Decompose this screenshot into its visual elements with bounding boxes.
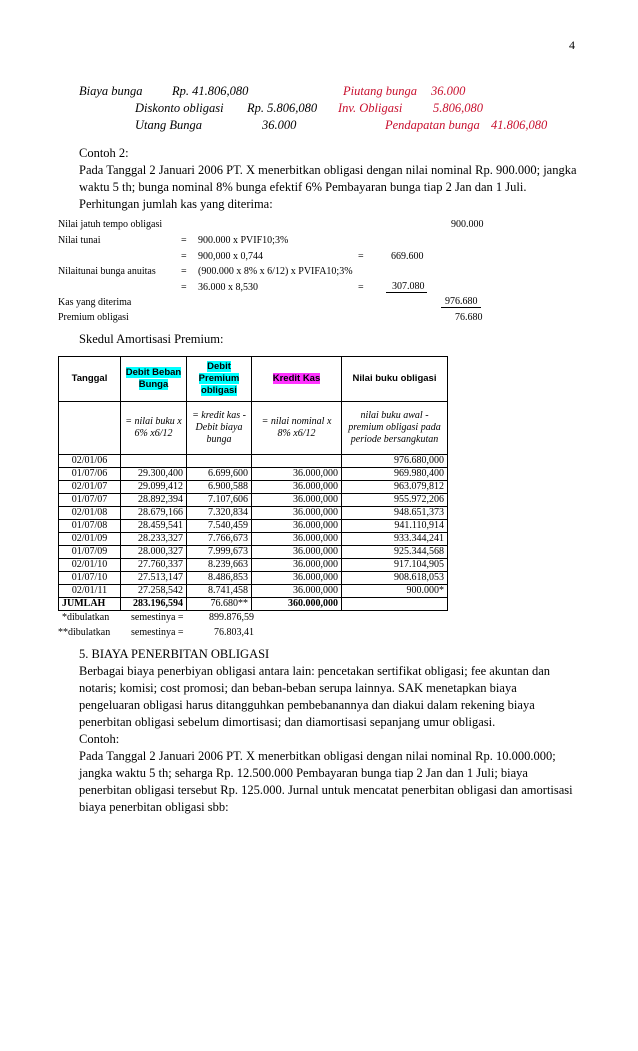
value-cell: 27.760,337 [121, 559, 187, 572]
footnote-value: 76.803,41 [214, 627, 254, 638]
value-cell: 29.300,400 [121, 468, 187, 481]
contoh2-line: waktu 5 th; bunga nominal 8% bunga efektif 6% Pembayaran bunga tiap 2 Jan dan 1 Juli. [79, 180, 527, 194]
value-cell: 27.513,147 [121, 572, 187, 585]
calc-equals: = [358, 282, 364, 293]
table-row [59, 494, 448, 507]
value-cell: 7.999,673 [187, 546, 252, 559]
value-cell: 976.680,000 [342, 455, 448, 468]
footnote-text: semestinya = [131, 627, 184, 638]
section-line: Contoh: [79, 732, 120, 746]
value-cell: 908.618,053 [342, 572, 448, 585]
date-cell: 02/01/10 [59, 559, 121, 572]
value-cell: 36.000,000 [252, 481, 342, 494]
contoh2-title: Contoh 2: [79, 146, 129, 160]
table-row [59, 507, 448, 520]
formula-cell [59, 402, 121, 455]
calc-label: Premium obligasi [58, 312, 129, 323]
value-cell: 28.000,327 [121, 546, 187, 559]
footnote-label: **dibulatkan [58, 627, 111, 638]
contoh2-line: Pada Tanggal 2 Januari 2006 PT. X menerbitkan obligasi dengan nilai nominal Rp. 900.000; jangka [79, 163, 577, 177]
table-header-row [59, 357, 448, 402]
value-cell: 6.900,588 [187, 481, 252, 494]
contoh2-line: Perhitungan jumlah kas yang diterima: [79, 197, 273, 211]
footnote-value: 899.876,59 [209, 612, 254, 623]
date-cell: 02/01/08 [59, 507, 121, 520]
journal-credit-amount: 5.806,080 [433, 101, 483, 115]
value-cell: 7.766,673 [187, 533, 252, 546]
section-line: penerbitan obligasi sebelum dimortisasi; dan diamortisasi sepanjang umur obligasi. [79, 715, 496, 729]
section-line: Pada Tanggal 2 Januari 2006 PT. X menerbitkan obligasi dengan nilai nominal Rp. 10.000.000; [79, 749, 556, 763]
value-cell: 36.000,000 [252, 533, 342, 546]
calc-equals: = [181, 282, 187, 293]
value-cell: 925.344,568 [342, 546, 448, 559]
formula-cell: nilai buku awal - premium obligasi pada periode bersangkutan [342, 402, 448, 455]
journal-debit-amount: Rp. 5.806,080 [247, 101, 318, 115]
table-row [59, 481, 448, 494]
value-cell: 8.239,663 [187, 559, 252, 572]
header-kredit-kas: Kredit Kas [252, 357, 342, 402]
value-cell: 8.741,458 [187, 585, 252, 598]
date-cell: 02/01/06 [59, 455, 121, 468]
journal-credit-label: Piutang bunga [343, 84, 417, 98]
value-cell: 36.000,000 [252, 559, 342, 572]
value-cell: 969.980,400 [342, 468, 448, 481]
value-cell: 900.000* [342, 585, 448, 598]
amortization-table [58, 356, 448, 611]
calc-value: 76.680 [455, 312, 483, 323]
value-cell: 963.079,812 [342, 481, 448, 494]
table-row [59, 455, 448, 468]
date-cell: 02/01/09 [59, 533, 121, 546]
calc-expression: 900,000 x 0,744 [198, 251, 263, 262]
section-line: pengeluaran obligasi harus ditangguhkan pembebanannya dan diakui dalam rekening biaya [79, 698, 535, 712]
value-cell [252, 455, 342, 468]
value-cell: 28.892,394 [121, 494, 187, 507]
value-cell: 948.651,373 [342, 507, 448, 520]
journal-debit-label: Biaya bunga [79, 84, 143, 98]
value-cell: 7.540,459 [187, 520, 252, 533]
value-cell: 7.107,606 [187, 494, 252, 507]
page-number: 4 [569, 38, 575, 52]
value-cell: 917.104,905 [342, 559, 448, 572]
journal-debit-label: Utang Bunga [135, 118, 203, 132]
value-cell: 29.099,412 [121, 481, 187, 494]
date-cell: 01/07/09 [59, 546, 121, 559]
value-cell: 955.972,206 [342, 494, 448, 507]
total-cell: 283.196,594 [121, 598, 187, 611]
total-cell: 360.000,000 [252, 598, 342, 611]
value-cell: 27.258,542 [121, 585, 187, 598]
date-cell: 01/07/08 [59, 520, 121, 533]
calc-equals: = [358, 251, 364, 262]
value-cell: 28.459,541 [121, 520, 187, 533]
header-debit-premium: Debit Premium obligasi [187, 357, 252, 402]
journal-debit-amount: Rp. 41.806,080 [172, 84, 249, 98]
value-cell: 36.000,000 [252, 546, 342, 559]
calc-equals: = [181, 266, 187, 277]
value-cell [187, 455, 252, 468]
value-cell: 933.344,241 [342, 533, 448, 546]
calc-label: Kas yang diterima [58, 297, 132, 308]
total-label: JUMLAH [59, 598, 121, 611]
formula-cell: = nilai buku x 6% x6/12 [121, 402, 187, 455]
table-row [59, 533, 448, 546]
value-cell: 7.320,834 [187, 507, 252, 520]
journal-credit-amount: 41.806,080 [491, 118, 548, 132]
value-cell: 36.000,000 [252, 585, 342, 598]
value-cell: 941.110,914 [342, 520, 448, 533]
calc-value: 307.080 [386, 282, 427, 293]
section-line: penerbitan obligasi tersebut Rp. 125.000. Jurnal untuk mencatat penerbitan obligasi dan amortisasi [79, 783, 573, 797]
calc-value: 976.680 [441, 297, 481, 308]
header-debit-beban-bunga: Debit Beban Bunga [121, 357, 187, 402]
value-cell: 6.699,600 [187, 468, 252, 481]
calc-label: Nilai tunai [58, 235, 101, 246]
calc-value: 900.000 [451, 219, 484, 230]
calc-equals: = [181, 251, 187, 262]
header-nilai-buku: Nilai buku obligasi [342, 357, 448, 402]
section-line: biaya penerbitan obligasi sbb: [79, 800, 229, 814]
formula-cell: = kredit kas - Debit biaya bunga [187, 402, 252, 455]
calc-value: 669.600 [391, 251, 424, 262]
calc-label: Nilaitunai bunga anuitas [58, 266, 156, 277]
value-cell: 36.000,000 [252, 520, 342, 533]
value-cell: 36.000,000 [252, 572, 342, 585]
table-row [59, 585, 448, 598]
section-line: jangka waktu 5 th; seharga Rp. 12.500.000 Pembayaran bunga tiap 2 Jan dan 1 Juli; biaya [79, 766, 528, 780]
date-cell: 02/01/11 [59, 585, 121, 598]
section-heading: 5. BIAYA PENERBITAN OBLIGASI [79, 647, 270, 661]
table-row [59, 559, 448, 572]
date-cell: 02/01/07 [59, 481, 121, 494]
value-cell: 28.679,166 [121, 507, 187, 520]
value-cell: 8.486,853 [187, 572, 252, 585]
header-tanggal: Tanggal [59, 357, 121, 402]
value-cell: 36.000,000 [252, 494, 342, 507]
value-cell: 36.000,000 [252, 507, 342, 520]
formula-cell: = nilai nominal x 8% x6/12 [252, 402, 342, 455]
journal-debit-label: Diskonto obligasi [135, 101, 224, 115]
journal-debit-amount: 36.000 [262, 118, 297, 132]
total-cell [342, 598, 448, 611]
date-cell: 01/07/07 [59, 494, 121, 507]
calc-equals: = [181, 235, 187, 246]
table-row [59, 572, 448, 585]
calc-expression: (900.000 x 8% x 6/12) x PVIFA10;3% [198, 266, 353, 277]
date-cell: 01/07/06 [59, 468, 121, 481]
table-formula-row [59, 402, 448, 455]
journal-credit-label: Pendapatan bunga [385, 118, 480, 132]
calc-expression: 36.000 x 8,530 [198, 282, 258, 293]
value-cell [121, 455, 187, 468]
table-total-row [59, 598, 448, 611]
date-cell: 01/07/10 [59, 572, 121, 585]
total-cell: 76.680** [187, 598, 252, 611]
calc-expression: 900.000 x PVIF10;3% [198, 235, 289, 246]
section-line: notaris; komisi; cost promosi; dan beban-beban serupa lainnya. SAK menetapkan biaya [79, 681, 517, 695]
table-row [59, 520, 448, 533]
skedul-title: Skedul Amortisasi Premium: [79, 332, 224, 346]
footnote-text: semestinya = [131, 612, 184, 623]
journal-credit-label: Inv. Obligasi [338, 101, 403, 115]
journal-credit-amount: 36.000 [431, 84, 466, 98]
value-cell: 28.233,327 [121, 533, 187, 546]
section-line: Berbagai biaya penerbiyan obligasi antara lain: pencetakan sertifikat obligasi; fee akuntan dan [79, 664, 550, 678]
table-row [59, 468, 448, 481]
table-row [59, 546, 448, 559]
value-cell: 36.000,000 [252, 468, 342, 481]
calc-label: Nilai jatuh tempo obligasi [58, 219, 163, 230]
footnote-label: *dibulatkan [62, 612, 110, 623]
